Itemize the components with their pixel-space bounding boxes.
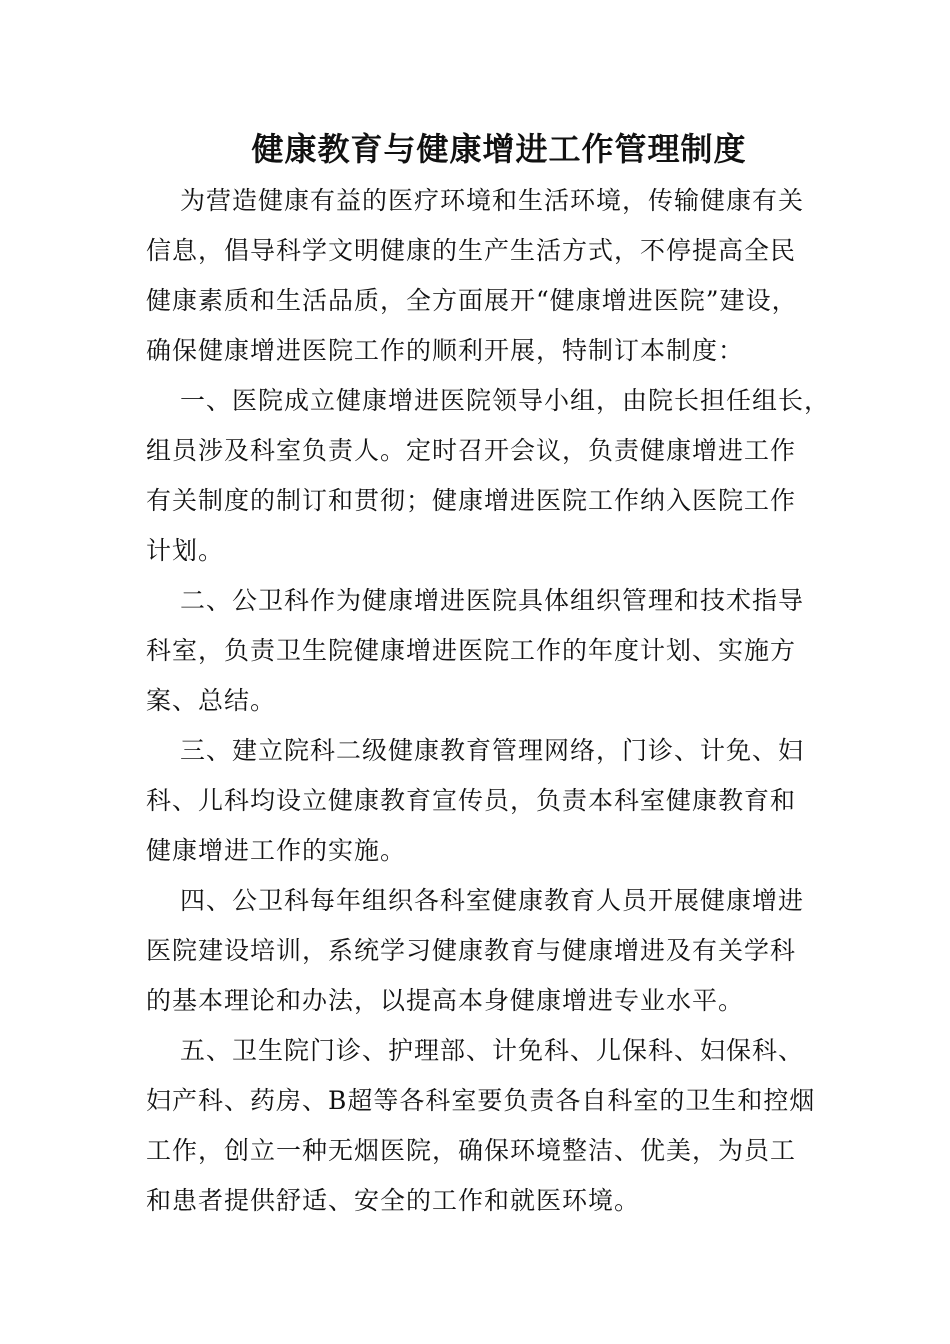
paragraph-line: 五、卫生院门诊、护理部、计免科、儿保科、妇保科、 bbox=[180, 1036, 805, 1065]
paragraph-line: 三、建立院科二级健康教育管理网络，门诊、计免、妇 bbox=[180, 736, 805, 765]
paragraph-line: 组员涉及科室负责人。定时召开会议，负责健康增进工作 bbox=[146, 436, 797, 465]
paragraph-line: 案、总结。 bbox=[146, 686, 277, 715]
paragraph-line: 一、医院成立健康增进医院领导小组，由院长担任组长， bbox=[180, 386, 831, 415]
paragraph-line: 确保健康增进医院工作的顺利开展，特制订本制度： bbox=[146, 336, 745, 365]
paragraph-line: 医院建设培训，系统学习健康教育与健康增进及有关学科 bbox=[146, 936, 797, 965]
paragraph-line: 为营造健康有益的医疗环境和生活环境，传输健康有关 bbox=[180, 186, 805, 215]
paragraph-line: 健康素质和生活品质，全方面展开“健康增进医院”建设， bbox=[146, 286, 798, 315]
paragraph-line: 信息，倡导科学文明健康的生产生活方式，不停提高全民 bbox=[146, 236, 797, 265]
paragraph-line: 工作，创立一种无烟医院，确保环境整洁、优美，为员工 bbox=[146, 1136, 797, 1165]
document-title: 健康教育与健康增进工作管理制度 bbox=[251, 130, 747, 168]
paragraph-line: 科、儿科均设立健康教育宣传员，负责本科室健康教育和 bbox=[146, 786, 797, 815]
paragraph-line: 健康增进工作的实施。 bbox=[146, 836, 407, 865]
paragraph-line: 计划。 bbox=[146, 536, 225, 565]
paragraph-line: 和患者提供舒适、安全的工作和就医环境。 bbox=[146, 1186, 641, 1215]
paragraph-line: 有关制度的制订和贯彻；健康增进医院工作纳入医院工作 bbox=[146, 486, 797, 515]
paragraph-line: 二、公卫科作为健康增进医院具体组织管理和技术指导 bbox=[180, 586, 805, 615]
paragraph-line: 四、公卫科每年组织各科室健康教育人员开展健康增进 bbox=[180, 886, 805, 915]
paragraph-line: 的基本理论和办法，以提高本身健康增进专业水平。 bbox=[146, 986, 745, 1015]
paragraph-line: 妇产科、药房、B超等各科室要负责各自科室的卫生和控烟 bbox=[146, 1086, 816, 1115]
paragraph-line: 科室，负责卫生院健康增进医院工作的年度计划、实施方 bbox=[146, 636, 797, 665]
